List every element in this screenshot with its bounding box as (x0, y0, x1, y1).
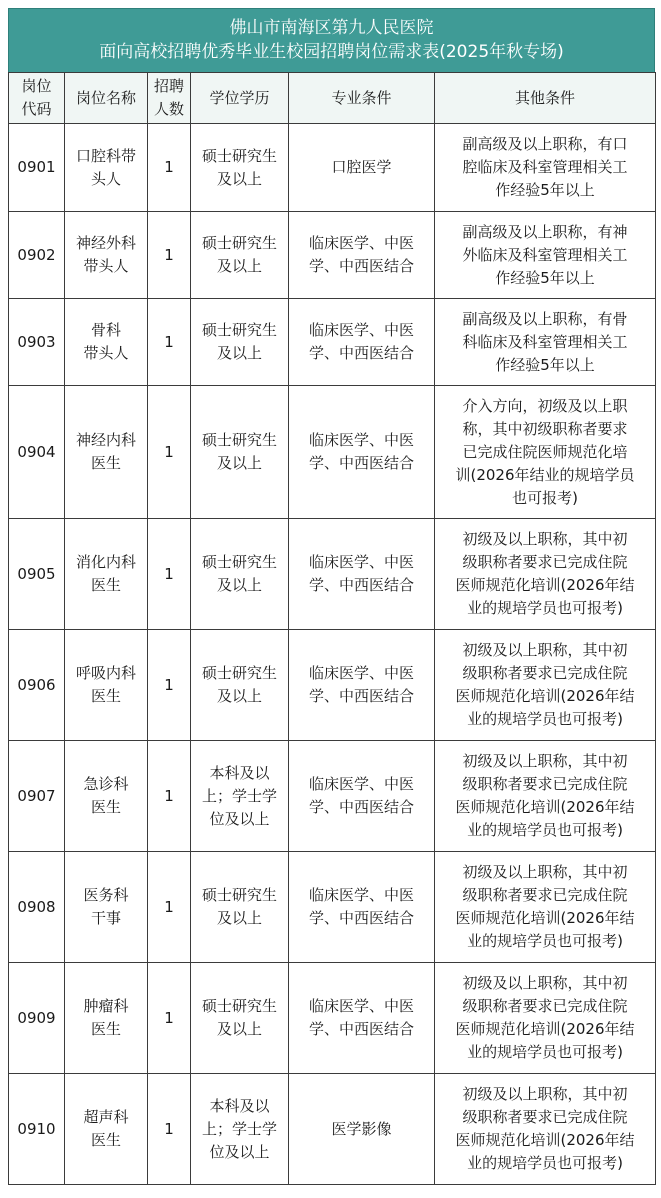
position-code: 0901 (9, 124, 65, 212)
recruit-count: 1 (148, 212, 191, 299)
recruit-count: 1 (148, 386, 191, 519)
other-requirement: 介入方向，初级及以上职 称，其中初级职称者要求 已完成住院医师规范化培 训(2026年结业的规培学员 也可报考) (435, 386, 656, 519)
position-name: 神经外科 带头人 (65, 212, 148, 299)
table-title (8, 8, 655, 72)
recruit-count: 1 (148, 299, 191, 386)
major-requirement: 临床医学、中医 学、中西医结合 (289, 299, 435, 386)
column-header-count: 招聘 人数 (148, 73, 191, 124)
position-code: 0902 (9, 212, 65, 299)
other-requirement: 初级及以上职称，其中初 级职称者要求已完成住院 医师规范化培训(2026年结 业的规培学员也可报考) (435, 519, 656, 630)
table-row (9, 519, 656, 630)
major-requirement: 临床医学、中医 学、中西医结合 (289, 852, 435, 963)
major-requirement: 临床医学、中医 学、中西医结合 (289, 741, 435, 852)
degree-requirement: 硕士研究生 及以上 (191, 963, 289, 1074)
table-row (9, 963, 656, 1074)
recruit-count: 1 (148, 1074, 191, 1185)
table-row (9, 1074, 656, 1185)
table-row (9, 124, 656, 212)
column-header-name: 岗位名称 (65, 73, 148, 124)
degree-requirement: 硕士研究生 及以上 (191, 386, 289, 519)
degree-requirement: 硕士研究生 及以上 (191, 124, 289, 212)
degree-requirement: 硕士研究生 及以上 (191, 299, 289, 386)
degree-requirement: 硕士研究生 及以上 (191, 630, 289, 741)
column-header-row (9, 73, 656, 124)
recruit-count: 1 (148, 630, 191, 741)
degree-requirement: 本科及以 上；学士学 位及以上 (191, 741, 289, 852)
other-requirement: 初级及以上职称，其中初 级职称者要求已完成住院 医师规范化培训(2026年结 业的规培学员也可报考) (435, 1074, 656, 1185)
hospital-name: 佛山市南海区第九人民医院 (229, 18, 434, 38)
table-row (9, 299, 656, 386)
column-header-other: 其他条件 (435, 73, 656, 124)
table-subtitle: 面向高校招聘优秀毕业生校园招聘岗位需求表(2025年秋专场) (99, 42, 564, 62)
major-requirement: 临床医学、中医 学、中西医结合 (289, 630, 435, 741)
position-name: 医务科 干事 (65, 852, 148, 963)
position-code: 0904 (9, 386, 65, 519)
table-row (9, 741, 656, 852)
degree-requirement: 本科及以 上；学士学 位及以上 (191, 1074, 289, 1185)
major-requirement: 临床医学、中医 学、中西医结合 (289, 519, 435, 630)
recruit-count: 1 (148, 124, 191, 212)
recruit-count: 1 (148, 519, 191, 630)
degree-requirement: 硕士研究生 及以上 (191, 212, 289, 299)
major-requirement: 口腔医学 (289, 124, 435, 212)
column-header-major: 专业条件 (289, 73, 435, 124)
major-requirement: 临床医学、中医 学、中西医结合 (289, 212, 435, 299)
position-name: 呼吸内科 医生 (65, 630, 148, 741)
position-name: 肿瘤科 医生 (65, 963, 148, 1074)
position-name: 消化内科 医生 (65, 519, 148, 630)
table-row (9, 852, 656, 963)
table-row (9, 212, 656, 299)
other-requirement: 初级及以上职称，其中初 级职称者要求已完成住院 医师规范化培训(2026年结 业的规培学员也可报考) (435, 852, 656, 963)
position-name: 超声科 医生 (65, 1074, 148, 1185)
position-code: 0909 (9, 963, 65, 1074)
job-table-container (8, 8, 655, 1185)
column-header-code: 岗位 代码 (9, 73, 65, 124)
position-code: 0906 (9, 630, 65, 741)
degree-requirement: 硕士研究生 及以上 (191, 519, 289, 630)
column-header-degree: 学位学历 (191, 73, 289, 124)
other-requirement: 初级及以上职称，其中初 级职称者要求已完成住院 医师规范化培训(2026年结 业的规培学员也可报考) (435, 741, 656, 852)
major-requirement: 临床医学、中医 学、中西医结合 (289, 963, 435, 1074)
position-name: 骨科 带头人 (65, 299, 148, 386)
table-row (9, 386, 656, 519)
other-requirement: 初级及以上职称，其中初 级职称者要求已完成住院 医师规范化培训(2026年结 业的规培学员也可报考) (435, 963, 656, 1074)
table-row (9, 630, 656, 741)
degree-requirement: 硕士研究生 及以上 (191, 852, 289, 963)
recruit-count: 1 (148, 963, 191, 1074)
position-name: 口腔科带 头人 (65, 124, 148, 212)
other-requirement: 副高级及以上职称，有骨 科临床及科室管理相关工 作经验5年以上 (435, 299, 656, 386)
major-requirement: 医学影像 (289, 1074, 435, 1185)
position-code: 0908 (9, 852, 65, 963)
recruit-count: 1 (148, 852, 191, 963)
major-requirement: 临床医学、中医 学、中西医结合 (289, 386, 435, 519)
other-requirement: 副高级及以上职称，有口 腔临床及科室管理相关工 作经验5年以上 (435, 124, 656, 212)
position-code: 0905 (9, 519, 65, 630)
position-code: 0910 (9, 1074, 65, 1185)
position-code: 0907 (9, 741, 65, 852)
other-requirement: 初级及以上职称，其中初 级职称者要求已完成住院 医师规范化培训(2026年结 业的规培学员也可报考) (435, 630, 656, 741)
position-code: 0903 (9, 299, 65, 386)
position-name: 急诊科 医生 (65, 741, 148, 852)
other-requirement: 副高级及以上职称，有神 外临床及科室管理相关工 作经验5年以上 (435, 212, 656, 299)
position-name: 神经内科 医生 (65, 386, 148, 519)
recruit-count: 1 (148, 741, 191, 852)
job-requirements-table (8, 72, 656, 1185)
